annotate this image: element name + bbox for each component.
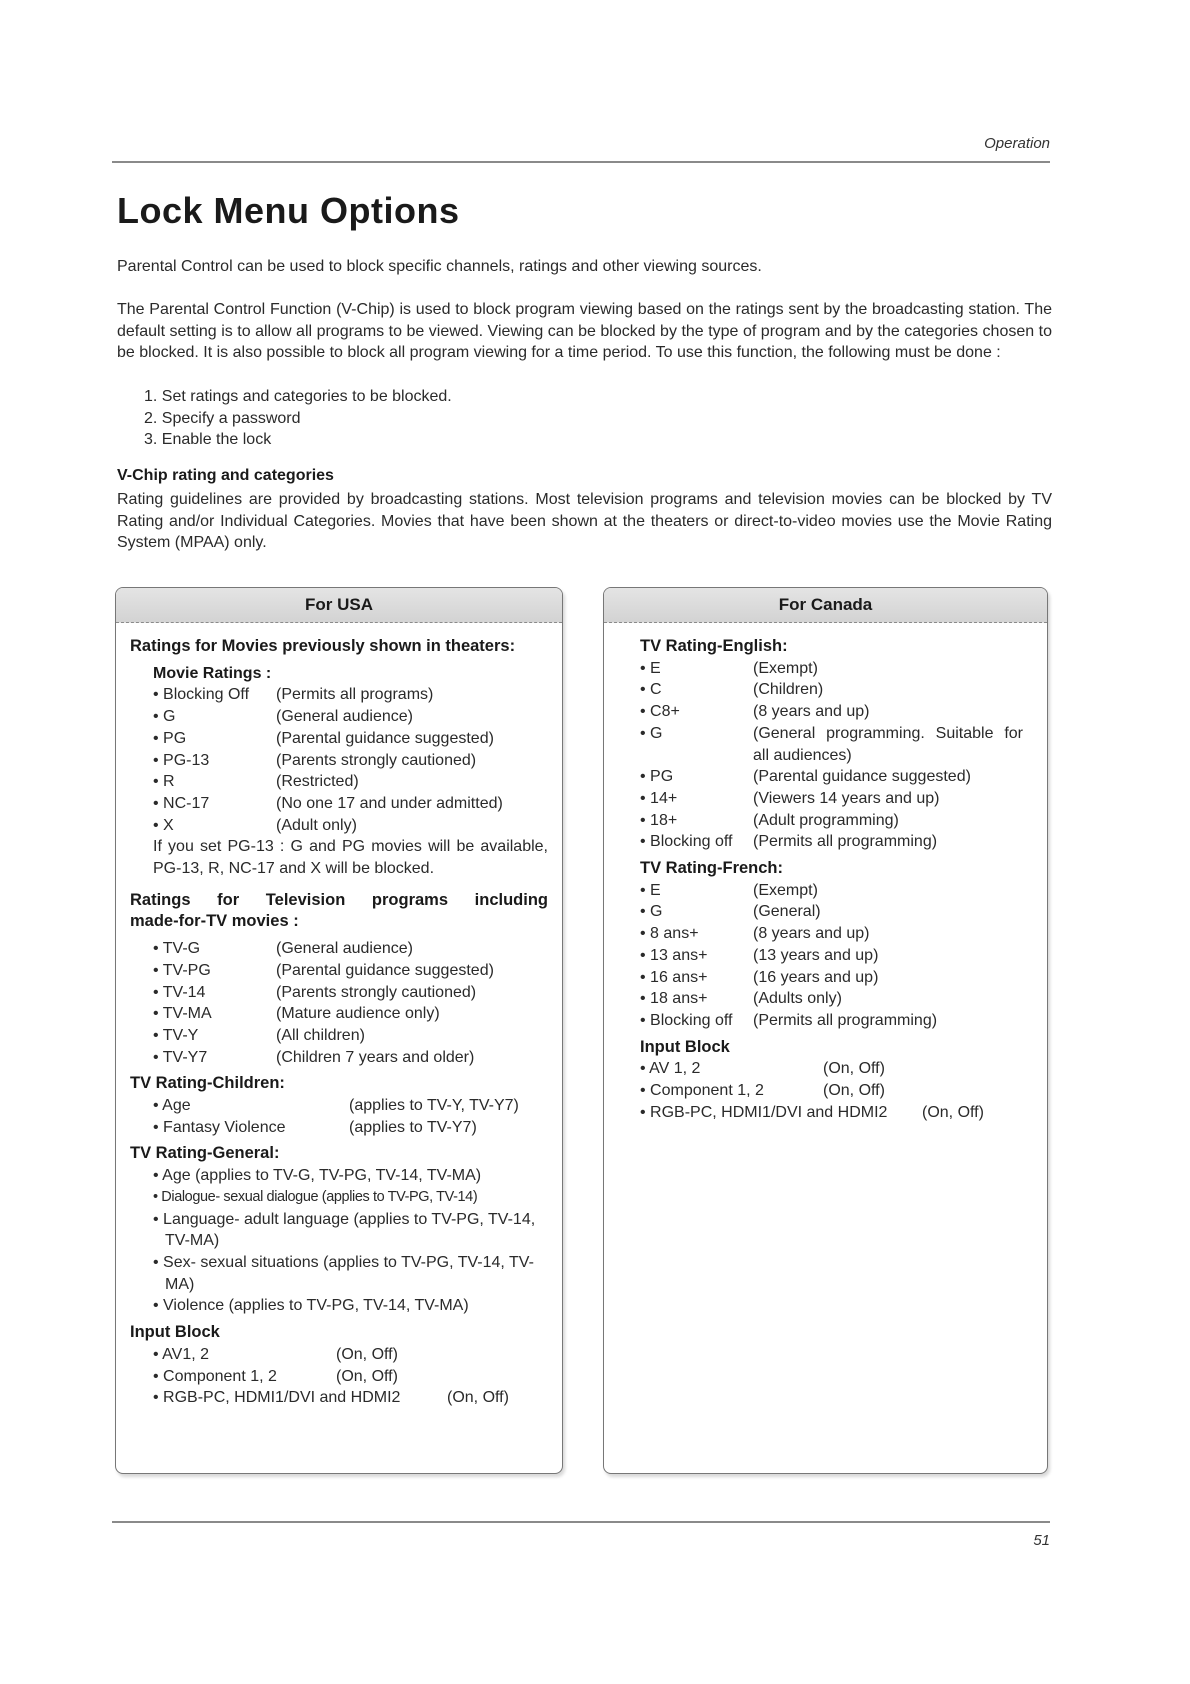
list-item: • RGB-PC, HDMI1/DVI and HDMI2 (On, Off) [153, 1389, 509, 1407]
list-item: • Blocking off (Permits all programming) [640, 833, 938, 851]
list-item: • Dialogue- sexual dialogue (applies to TV-PG, TV-14) [153, 1188, 478, 1205]
header-rule [112, 161, 1050, 163]
list-item: • C (Children) [640, 681, 824, 699]
vchip-text: Rating guidelines are provided by broadcasting stations. Most television programs and television movies can be blocked by TV Rating and/or Individual Categories. Movies that have been shown at the theaters or direct-to-video movies use the Movie Rating System (MPAA) only. [117, 491, 1052, 552]
french-list [640, 880, 1033, 1032]
list-item: • G (General programming. Suitable for all audiences) [640, 724, 1023, 764]
list-item: • AV 1, 2 (On, Off) [640, 1060, 885, 1078]
list-item: • TV-Y7 (Children 7 years and older) [153, 1048, 475, 1066]
french-heading: TV Rating-French: [640, 859, 783, 878]
list-item: • R (Restricted) [153, 773, 359, 791]
tv-heading-line1: Ratings for Television programs including [130, 890, 548, 909]
list-item: • G (General) [640, 903, 821, 921]
canada-input-list [640, 1058, 1033, 1123]
list-item: • Sex- sexual situations (applies to TV-PG, TV-14, TV-MA) [153, 1253, 534, 1293]
canada-input-heading: Input Block [640, 1037, 730, 1056]
list-item: • 16 ans+ (16 years and up) [640, 968, 879, 986]
step-item: 2. Specify a password [144, 409, 301, 427]
steps-list [117, 386, 452, 451]
list-item: • Age (applies to TV-Y, TV-Y7) [153, 1097, 519, 1115]
list-item: • G (General audience) [153, 708, 413, 726]
list-item: • Violence (applies to TV-PG, TV-14, TV-MA) [153, 1297, 469, 1315]
list-item: • 13 ans+ (13 years and up) [640, 946, 879, 964]
list-item: • TV-G (General audience) [153, 940, 413, 958]
list-item: • Blocking Off (Permits all programs) [153, 686, 434, 704]
list-item: • PG (Parental guidance suggested) [153, 729, 494, 747]
list-item: • 14+ (Viewers 14 years and up) [640, 789, 940, 807]
list-item: • E (Exempt) [640, 659, 818, 677]
list-item: • X (Adult only) [153, 816, 357, 834]
usa-input-list [130, 1344, 548, 1409]
usa-input-heading: Input Block [130, 1323, 220, 1342]
list-item: • TV-MA (Mature audience only) [153, 1005, 440, 1023]
list-item: • NC-17 (No one 17 and under admitted) [153, 794, 503, 812]
list-item: • PG (Parental guidance suggested) [640, 768, 971, 786]
list-item: • Component 1, 2 (On, Off) [153, 1367, 398, 1385]
list-item: • TV-PG (Parental guidance suggested) [153, 961, 494, 979]
list-item: • 8 ans+ (8 years and up) [640, 925, 870, 943]
movie-ratings-label: Movie Ratings : [153, 664, 272, 682]
list-item: • AV1, 2 (On, Off) [153, 1345, 398, 1363]
section-label: Operation [984, 135, 1050, 152]
movie-ratings-list [130, 684, 548, 836]
list-item: • Fantasy Violence (applies to TV-Y7) [153, 1118, 477, 1136]
tv-ratings-list [130, 938, 548, 1068]
list-item: • RGB-PC, HDMI1/DVI and HDMI2 (On, Off) [640, 1103, 984, 1121]
list-item: • PG-13 (Parents strongly cautioned) [153, 751, 477, 769]
english-list [640, 658, 1033, 853]
english-heading: TV Rating-English: [640, 637, 788, 655]
list-item: • 18+ (Adult programming) [640, 811, 899, 829]
footer-rule [112, 1521, 1050, 1523]
intro-text: Parental Control can be used to block specific channels, ratings and other viewing sources. [117, 258, 762, 275]
list-item: • TV-14 (Parents strongly cautioned) [153, 983, 477, 1001]
step-item: 3. Enable the lock [144, 431, 272, 449]
list-item: • Age (applies to TV-G, TV-PG, TV-14, TV-MA) [153, 1167, 482, 1185]
list-item: • E (Exempt) [640, 881, 818, 899]
canada-box [603, 587, 1048, 1474]
vchip-heading: V-Chip rating and categories [117, 467, 334, 484]
children-list [130, 1095, 548, 1138]
page-title: Lock Menu Options [117, 190, 460, 231]
list-item: • Blocking off (Permits all programming) [640, 1011, 938, 1029]
children-heading: TV Rating-Children: [130, 1074, 285, 1093]
list-item: • TV-Y (All children) [153, 1026, 365, 1044]
usa-box-title: For USA [116, 588, 562, 623]
list-item: • Language- adult language (applies to TV-PG, TV-14, TV-MA) [153, 1210, 536, 1250]
usa-box [115, 587, 563, 1474]
list-item: • 18 ans+ (Adults only) [640, 990, 842, 1008]
list-item: • Component 1, 2 (On, Off) [640, 1082, 885, 1100]
tv-heading-line2: made-for-TV movies : [130, 912, 299, 931]
step-item: 1. Set ratings and categories to be blocked. [144, 388, 452, 405]
movie-note: If you set PG-13 : G and PG movies will be available, PG-13, R, NC-17 and X will be blocked. [153, 838, 548, 878]
general-heading: TV Rating-General: [130, 1144, 280, 1163]
list-item: • C8+ (8 years and up) [640, 703, 870, 721]
general-list [130, 1165, 548, 1317]
description-text: The Parental Control Function (V-Chip) is used to block program viewing based on the ratings sent by the broadcasting station. The default setting is to allow all programs to be viewed. Viewing can be blocked by the type of program and by the categories chosen to be blocked. It is also possible to block all program viewing for a time period. To use this function, the following must be done : [117, 301, 1052, 362]
canada-box-title: For Canada [604, 588, 1047, 623]
movies-heading: Ratings for Movies previously shown in theaters: [130, 637, 516, 655]
page-number: 51 [1033, 1532, 1050, 1549]
